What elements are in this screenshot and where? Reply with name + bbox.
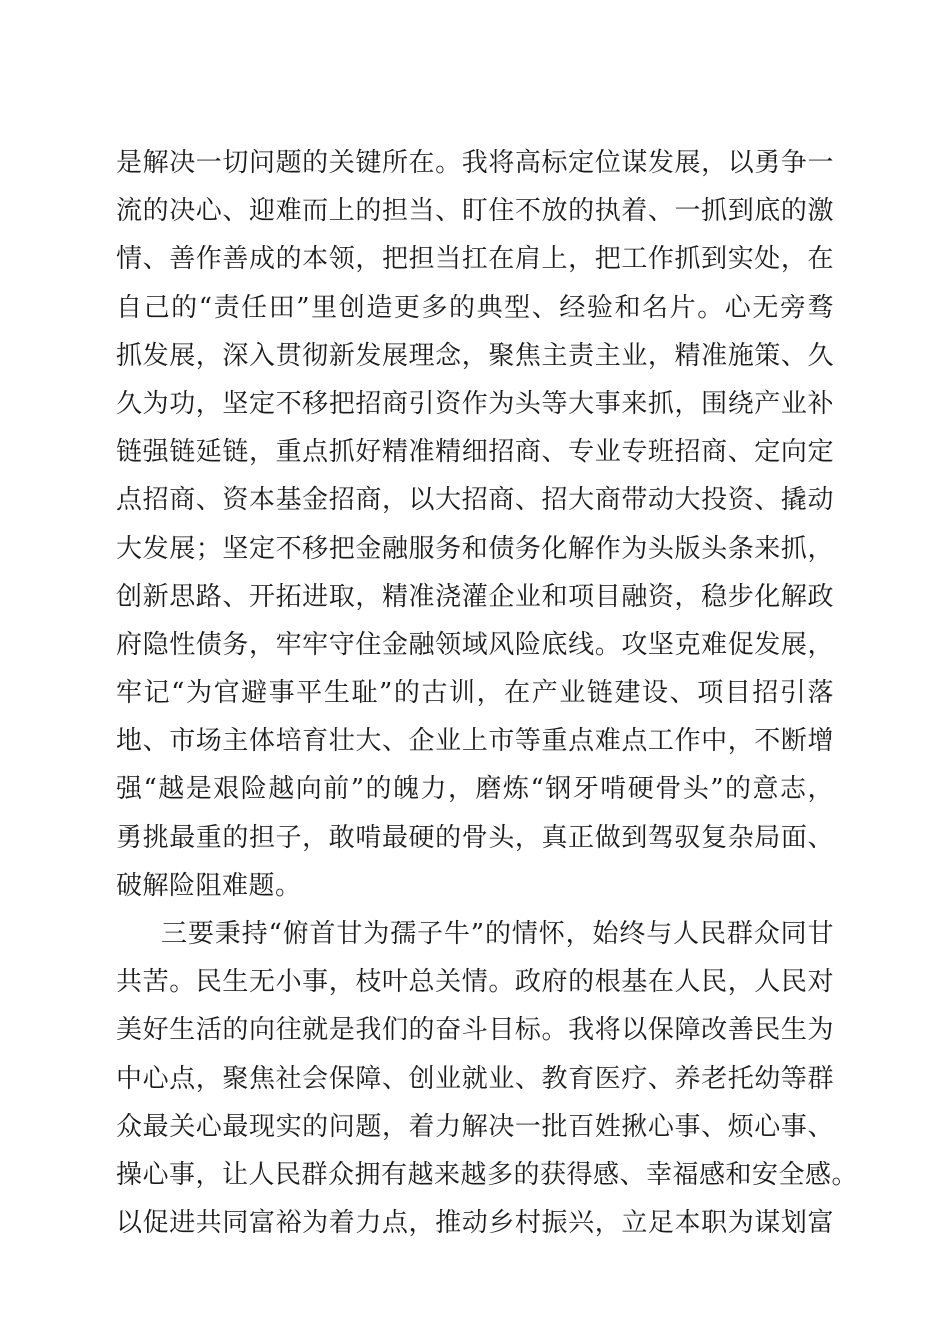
text-line: 操心事，让人民群众拥有越来越多的获得感、幸福感和安全感。 <box>116 1159 859 1190</box>
text-line: 点招商、资本基金招商，以大招商、招大商带动大投资、撬动 <box>116 485 834 516</box>
text-line: 牢记“为官避事平生耻”的古训，在产业链建设、项目招引落 <box>116 678 834 709</box>
text-line: 流的决心、迎难而上的担当、盯住不放的执着、一抓到底的激 <box>116 196 834 227</box>
text-line: 大发展；坚定不移把金融服务和债务化解作为头版头条来抓， <box>116 533 834 564</box>
text-line: 勇挑最重的担子，敢啃最硬的骨头，真正做到驾驭复杂局面、 <box>116 822 834 853</box>
text-line: 是解决一切问题的关键所在。我将高标定位谋发展，以勇争一 <box>116 148 834 178</box>
text-line: 强“越是艰险越向前”的魄力，磨炼“钢牙啃硬骨头”的意志， <box>116 774 834 805</box>
text-line: 地、市场主体培育壮大、企业上市等重点难点工作中，不断增 <box>116 726 834 757</box>
text-line: 共苦。民生无小事，枝叶总关情。政府的根基在人民，人民对 <box>116 967 834 998</box>
text-line: 众最关心最现实的问题，着力解决一批百姓揪心事、烦心事、 <box>116 1111 834 1142</box>
text-line: 抓发展，深入贯彻新发展理念，聚焦主责主业，精准施策、久 <box>116 340 834 371</box>
text-line: 美好生活的向往就是我们的奋斗目标。我将以保障改善民生为 <box>116 1015 834 1046</box>
document-body <box>116 139 859 1247</box>
text-line: 府隐性债务，牢牢守住金融领域风险底线。攻坚克难促发展， <box>116 629 834 660</box>
paragraph-2 <box>116 910 859 1247</box>
paragraph-1 <box>116 139 834 910</box>
text-line: 以促进共同富裕为着力点，推动乡村振兴，立足本职为谋划富 <box>116 1208 834 1239</box>
text-line: 情、善作善成的本领，把担当扛在肩上，把工作抓到实处，在 <box>116 244 834 275</box>
text-line: 破解险阻难题。 <box>116 870 302 901</box>
text-line: 链强链延链，重点抓好精准精细招商、专业专班招商、定向定 <box>116 437 834 468</box>
text-line: 久为功，坚定不移把招商引资作为头等大事来抓，围绕产业补 <box>116 388 834 419</box>
text-line: 三要秉持“俯首甘为孺子牛”的情怀，始终与人民群众同甘 <box>161 919 834 949</box>
text-line: 中心点，聚焦社会保障、创业就业、教育医疗、养老托幼等群 <box>116 1063 834 1094</box>
text-line: 创新思路、开拓进取，精准浇灌企业和项目融资，稳步化解政 <box>116 581 834 612</box>
text-line: 自己的“责任田”里创造更多的典型、经验和名片。心无旁骛 <box>116 292 834 323</box>
